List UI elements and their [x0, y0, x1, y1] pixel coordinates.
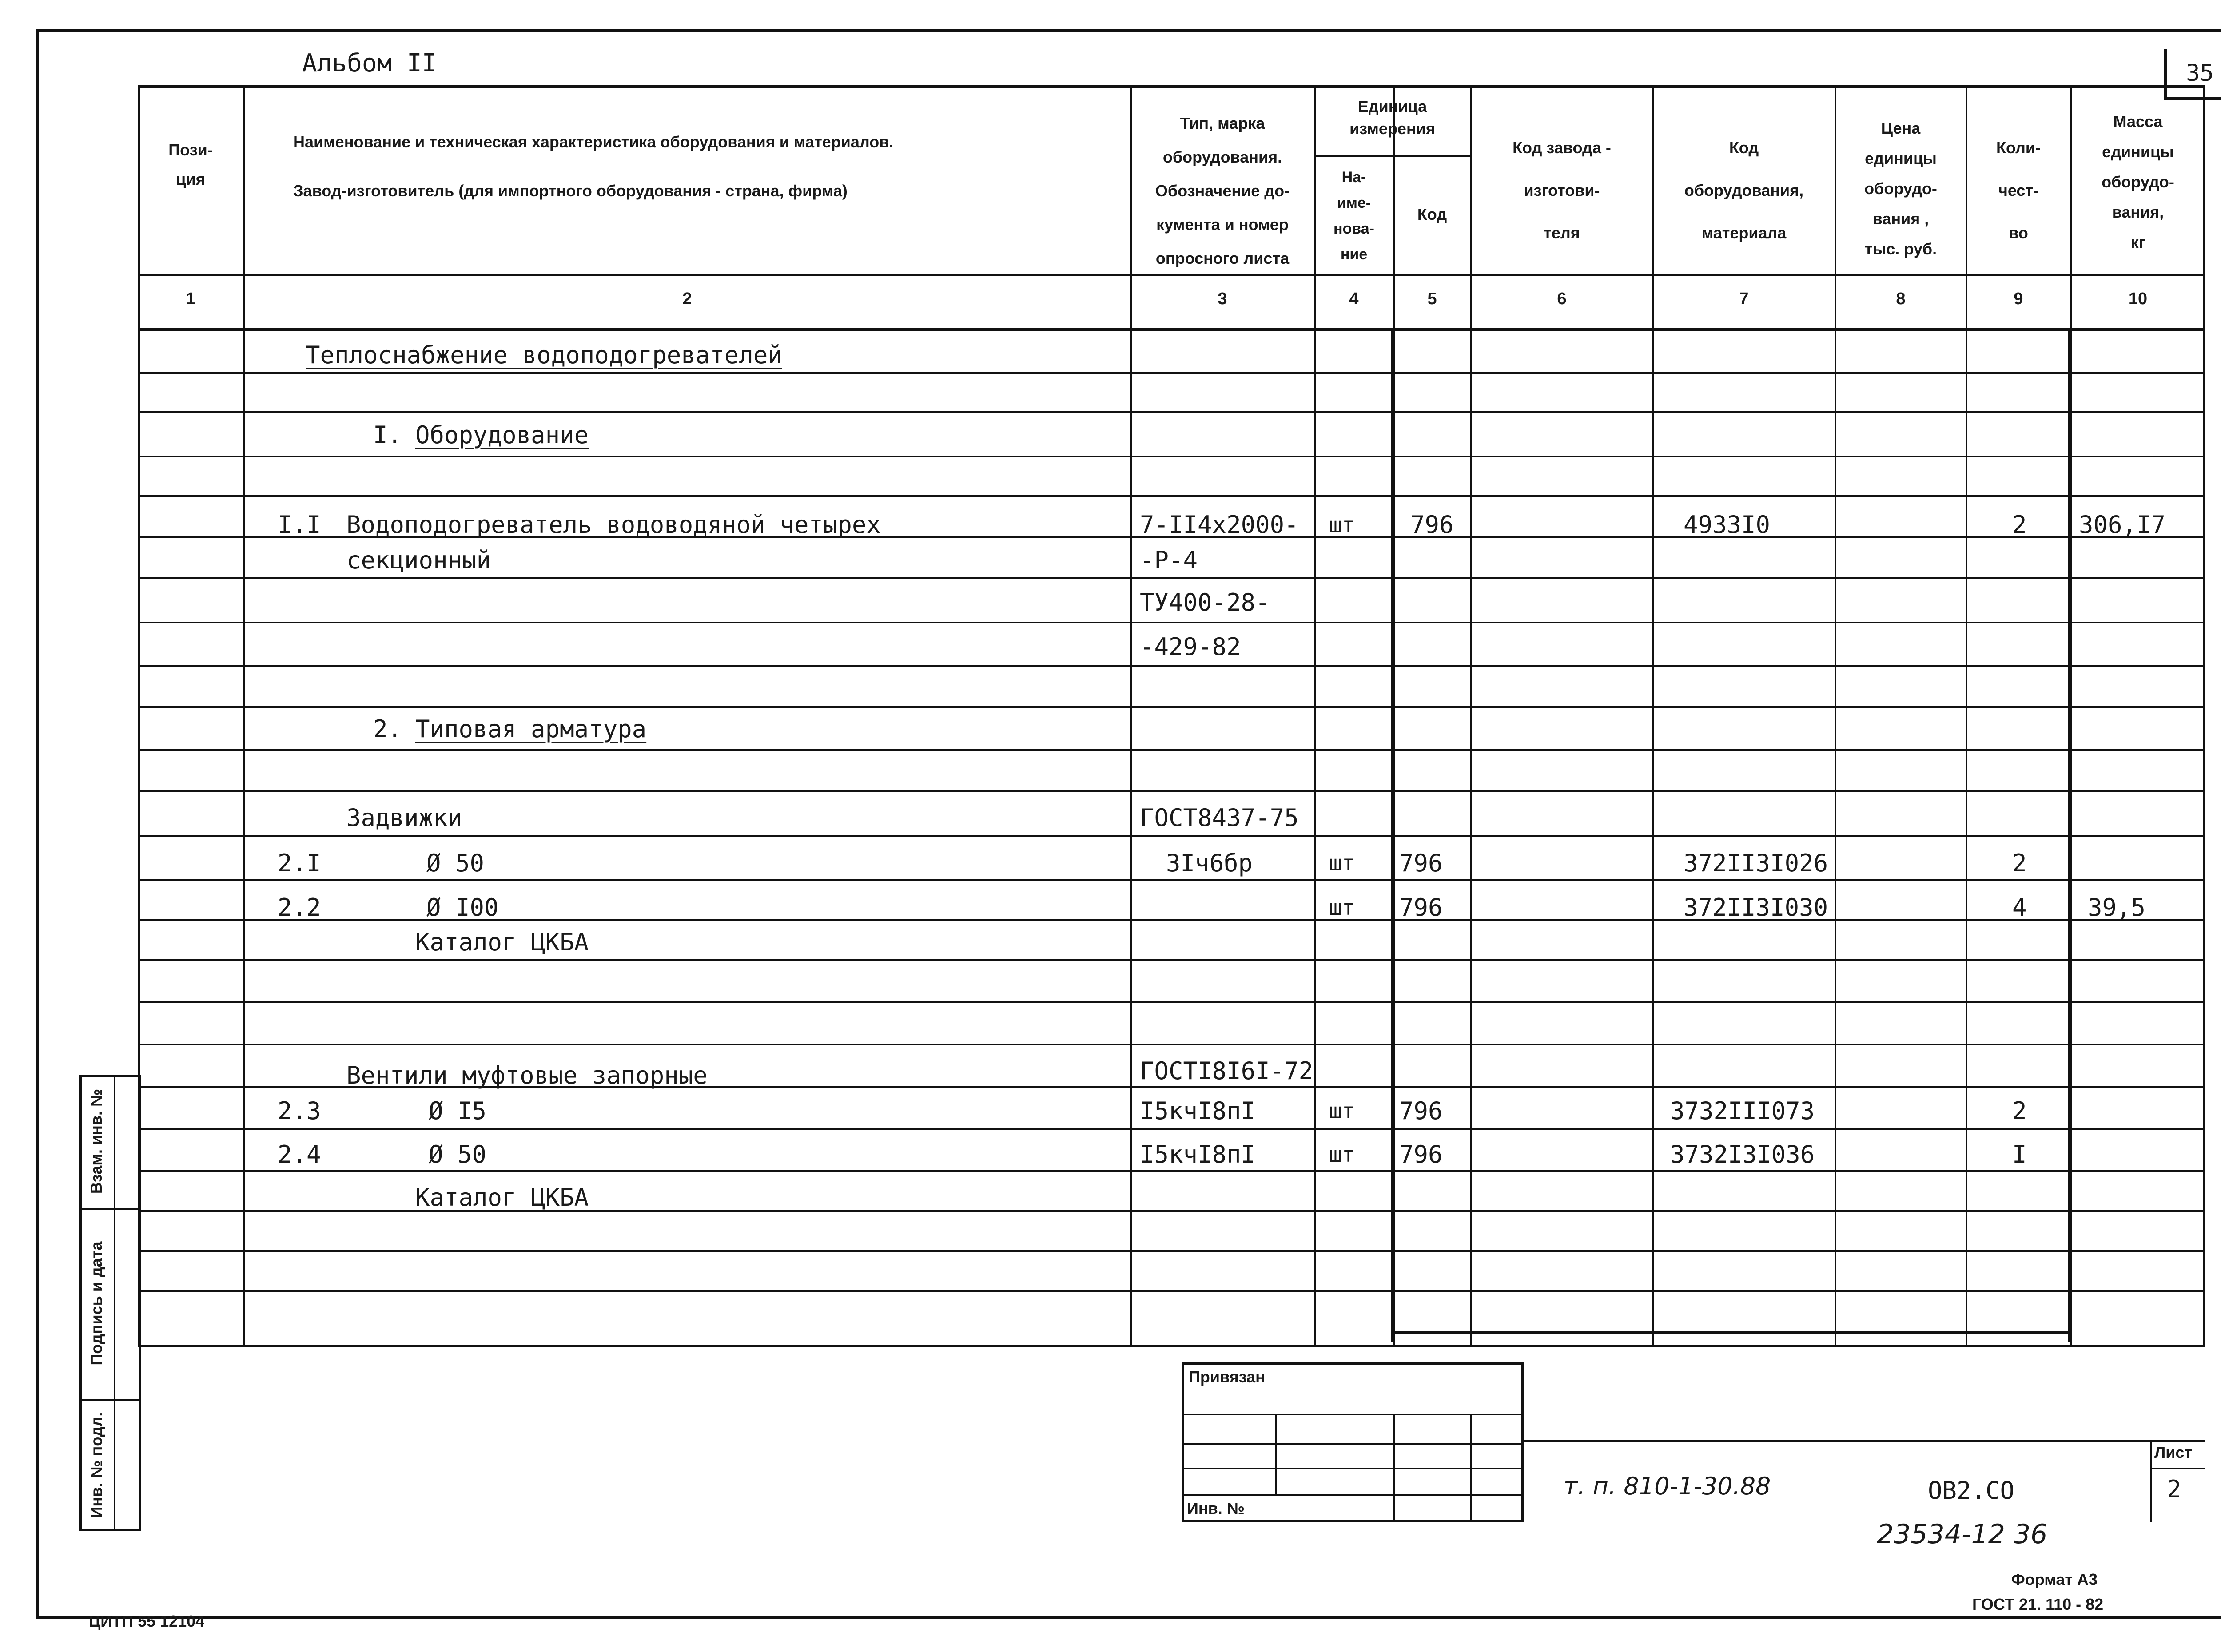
thick-line-bottom [1391, 1331, 2072, 1334]
r11-type-3: ТУ400-28- [1140, 588, 1270, 616]
colnum-9: 9 [2014, 290, 2023, 308]
r21-position: 2.I [278, 849, 321, 877]
header-unit-code: Код [1417, 205, 1447, 223]
r11-unit: шт [1329, 513, 1355, 538]
binding-stamp [1182, 1362, 1524, 1522]
album-title: Альбом II [302, 49, 437, 78]
r21-material: 372II3I026 [1684, 849, 1828, 877]
r23-type: I5кчI8пI [1140, 1097, 1256, 1125]
r22-name: Ø I00 [426, 894, 499, 921]
r11-type-1: 7-II4x2000- [1140, 511, 1299, 539]
r22-unit: шт [1329, 895, 1355, 920]
valves-gost: ГОСТ8437-75 [1140, 804, 1299, 832]
colnum-6: 6 [1557, 290, 1567, 308]
colnum-4: 4 [1349, 290, 1359, 308]
side-inv-label: Инв. № подл. [87, 1412, 105, 1518]
colnum-3: 3 [1218, 290, 1227, 308]
colnum-8: 8 [1896, 290, 1906, 308]
r11-type-4: -429-82 [1140, 633, 1241, 661]
sheet-label: Лист [2154, 1443, 2193, 1461]
r21-type: 3Iч6бр [1166, 849, 1253, 877]
r22-qty: 4 [2012, 894, 2027, 921]
r22-material: 372II3I030 [1684, 894, 1828, 921]
catalog-2: Каталог ЦКБА [415, 1183, 589, 1211]
inv-number-label: Инв. № [1187, 1499, 1245, 1517]
r23-code: 796 [1399, 1097, 1443, 1125]
r24-unit: шт [1329, 1142, 1355, 1167]
project-code: т. п. 810-1-30.88 [1564, 1472, 1771, 1500]
r11-name-cont: секционный [346, 546, 491, 574]
header-mass: Масса единицы оборудо- вания, кг [2102, 112, 2174, 251]
r11-code: 796 [1410, 511, 1454, 539]
header-type: Тип, марка оборудования. Обозначение до- кумента и номер опросного листа [1155, 114, 1290, 267]
r21-code: 796 [1399, 849, 1443, 877]
corner-sheet-number: 35 [2164, 49, 2221, 100]
gost-label: ГОСТ 21. 110 - 82 [1972, 1595, 2104, 1613]
vent-gost: ГОСТI8I6I-72 [1140, 1057, 1313, 1085]
r11-qty: 2 [2012, 511, 2027, 539]
header-material-code: Код оборудования, материала [1684, 139, 1804, 242]
s1-title: Оборудование [415, 421, 589, 449]
catalog-1: Каталог ЦКБА [415, 928, 589, 956]
r22-code: 796 [1399, 894, 1443, 921]
colnum-5: 5 [1427, 290, 1437, 308]
r23-position: 2.3 [278, 1097, 321, 1125]
r11-position: I.I [278, 511, 321, 539]
side-podpis-label: Подпись и дата [87, 1241, 105, 1366]
section-title: Теплоснабжение водоподогревателей [306, 341, 782, 369]
r11-type-2: -P-4 [1140, 546, 1198, 574]
side-vzam-label: Взам. инв. № [87, 1088, 105, 1194]
r23-unit: шт [1329, 1099, 1355, 1124]
r23-qty: 2 [2012, 1097, 2027, 1125]
r24-material: 3732I3I036 [1670, 1140, 1815, 1168]
citp-label: ЦИТП 55 12104 [89, 1612, 205, 1630]
r24-code: 796 [1399, 1140, 1443, 1168]
r23-material: 3732III073 [1670, 1097, 1815, 1125]
header-unit-name: На- име- нова- ние [1333, 169, 1374, 263]
r11-mass: 306,I7 [2079, 511, 2166, 539]
r21-unit: шт [1329, 851, 1355, 876]
valves-title: Задвижки [346, 804, 462, 832]
sheet-number: 2 [2167, 1475, 2181, 1503]
header-name: Наименование и техническая характеристика оборудования и материалов. Завод-изготовитель (для импортного оборудования - страна, фирма) [293, 133, 894, 200]
header-quantity: Коли- чест- во [1996, 139, 2041, 242]
colnum-line [138, 328, 2205, 331]
r11-name: Водоподогреватель водоводяной четырех [346, 511, 881, 539]
r24-position: 2.4 [278, 1140, 321, 1168]
r22-mass: 39,5 [2088, 894, 2146, 921]
s2-number: 2. [373, 715, 402, 743]
privyazan-label: Привязан [1189, 1368, 1265, 1386]
r23-name: Ø I5 [429, 1097, 487, 1125]
s1-number: I. [373, 421, 402, 449]
colnum-7: 7 [1739, 290, 1749, 308]
format-label: Формат А3 [2011, 1570, 2098, 1588]
header-position: Пози- ция [168, 141, 213, 188]
handwritten-number: 23534-12 36 [1877, 1519, 2048, 1550]
header-unit-group: Единица измерения [1349, 97, 1435, 138]
r11-material: 4933I0 [1684, 511, 1771, 539]
colnum-2: 2 [682, 290, 692, 308]
r24-type: I5кчI8пI [1140, 1140, 1256, 1168]
document-code: ОВ2.СО [1928, 1477, 2015, 1505]
r22-position: 2.2 [278, 894, 321, 921]
s2-title: Типовая арматура [415, 715, 647, 743]
r24-qty: I [2012, 1140, 2027, 1168]
colnum-10: 10 [2128, 290, 2148, 308]
unit-group-line [1314, 155, 1470, 157]
r21-qty: 2 [2012, 849, 2027, 877]
colnum-1: 1 [186, 290, 195, 308]
header-price: Цена единицы оборудо- вания , тыс. руб. [1864, 119, 1937, 258]
vent-title: Вентили муфтовые запорные [346, 1061, 708, 1089]
r21-name: Ø 50 [426, 849, 485, 877]
header-factory-code: Код завода - изготови- теля [1513, 139, 1611, 242]
r24-name: Ø 50 [429, 1140, 487, 1168]
